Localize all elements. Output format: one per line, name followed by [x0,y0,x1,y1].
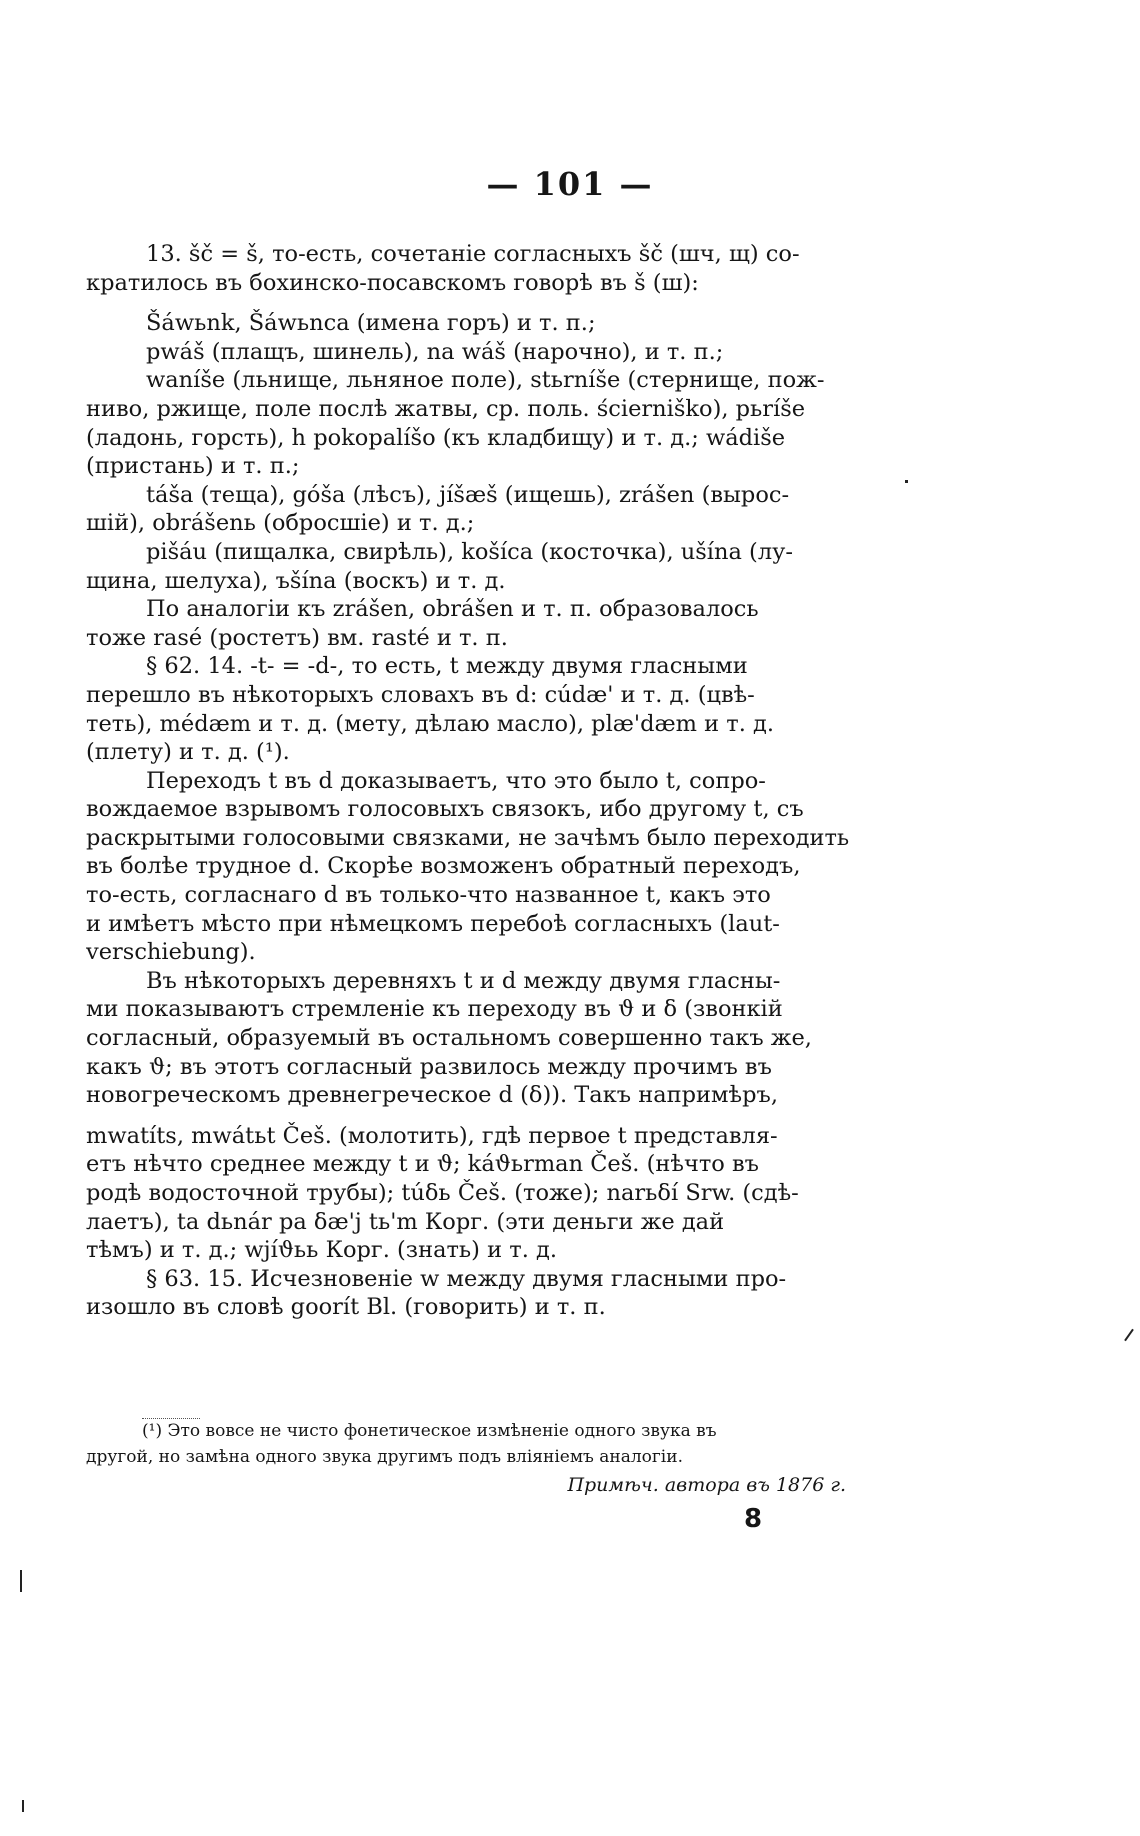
text-line: ми показываютъ стремленіе къ переходу въ ϑ и δ (звонкій [86,996,783,1023]
scan-speck [1124,1329,1134,1342]
footnote-line: другой, но замѣна одного звука другимъ подъ вліяніемъ аналогіи. [86,1447,683,1467]
text-line: лаетъ), ta dьnár pa δæ'j tь'm Корг. (эти деньги же дай [86,1208,725,1235]
text-line: согласный, образуемый въ остальномъ совершенно такъ же, [86,1025,812,1052]
text-line: verschiebung). [86,939,256,966]
text-line: шій), obrášenь (обросшіе) и т. д.; [86,510,475,537]
page-number: — 101 — [486,165,654,203]
text-line: § 62. 14. -t- = -d-, то есть, t между двумя гласными [146,653,748,680]
footnote-line: (¹) Это вовсе не чисто фонетическое измѣненіе одного звука въ [142,1421,717,1441]
scan-speck [20,1570,22,1592]
text-line: родѣ водосточной трубы); túδь Češ. (тоже); narьδí Srw. (сдѣ- [86,1180,799,1206]
text-line: 13. šč = š, то-есть, сочетаніе согласныхъ šč (шч, щ) со- [146,241,800,267]
text-line: вождаемое взрывомъ голосовыхъ связокъ, ибо другому t, съ [86,796,804,823]
text-line: тоже rasé (ростетъ) вм. rasté и т. п. [86,624,508,651]
text-line: По аналогіи къ zrášen, obrášen и т. п. образовалось [146,596,759,623]
text-line: етъ нѣчто среднее между t и ϑ; káϑьrman Češ. (нѣчто въ [86,1151,759,1178]
text-line: то-есть, согласнаго d въ только-что названное t, какъ это [86,882,771,909]
text-line: перешло въ нѣкоторыхъ словахъ въ d: cúdæ' и т. д. (цвѣ- [86,681,755,708]
text-line: táša (теща), góša (лѣсъ), jíšæš (ищешь), zrášen (вырос- [146,481,790,508]
text-line: pišáu (пищалка, свирѣль), košíca (косточка), ušína (лу- [146,538,793,565]
text-line: (ладонь, горсть), h pokopalíšo (къ кладбищу) и т. д.; wádiše [86,424,786,451]
text-line: Šáwьnk, Šáwьnca (имена горъ) и т. п.; [146,310,596,337]
main-text [86,240,886,1322]
scan-speck [22,1800,24,1812]
text-line: кратилось въ бохинско-посавскомъ говорѣ въ š (ш): [86,269,699,296]
text-line: waníše (льнище, льняное поле), stьrníše (стернище, пож- [146,367,825,394]
text-line: новогреческомъ древнегреческое d (δ)). Такъ напримѣръ, [86,1082,778,1109]
text-line: mwatíts, mwátьt Češ. (молотить), гдѣ первое t представля- [86,1122,778,1149]
footnote-signature: Примѣч. автора въ 1876 г. [567,1474,846,1496]
text-line: какъ ϑ; въ этотъ согласный развилось между прочимъ въ [86,1053,772,1080]
text-line: теть), médæm и т. д. (мету, дѣлаю масло), plæ'dæm и т. д. [86,710,775,737]
text-line: тѣмъ) и т. д.; wjíϑьь Корг. (знать) и т. д. [86,1237,558,1264]
printer-signature-mark: 8 [744,1504,763,1534]
text-line: (пристань) и т. п.; [86,453,300,480]
text-line: pwáš (плащъ, шинель), na wáš (нарочно), и т. п.; [146,338,724,365]
text-line: въ болѣе трудное d. Скорѣе возможенъ обратный переходъ, [86,853,801,880]
text-line: ниво, ржище, поле послѣ жатвы, ср. поль. ścierniško), pьríše [86,395,806,422]
footnote [86,1418,886,1498]
text-line: Переходъ t въ d доказываетъ, что это было t, сопро- [146,767,766,794]
text-line: Въ нѣкоторыхъ деревняхъ t и d между двумя гласны- [146,967,781,994]
scan-speck [905,480,908,483]
text-line: (плету) и т. д. (¹). [86,739,290,766]
text-line: и имѣетъ мѣсто при нѣмецкомъ перебоѣ согласныхъ (laut- [86,910,780,937]
text-line: раскрытыми голосовыми связками, не зачѣмъ было переходить [86,824,850,851]
text-line: щина, шелуха), ъšína (воскъ) и т. д. [86,567,506,594]
text-line: изошло въ словѣ goorít Bl. (говорить) и т. п. [86,1294,606,1321]
text-line: § 63. 15. Исчезновеніе w между двумя гласными про- [146,1265,787,1292]
